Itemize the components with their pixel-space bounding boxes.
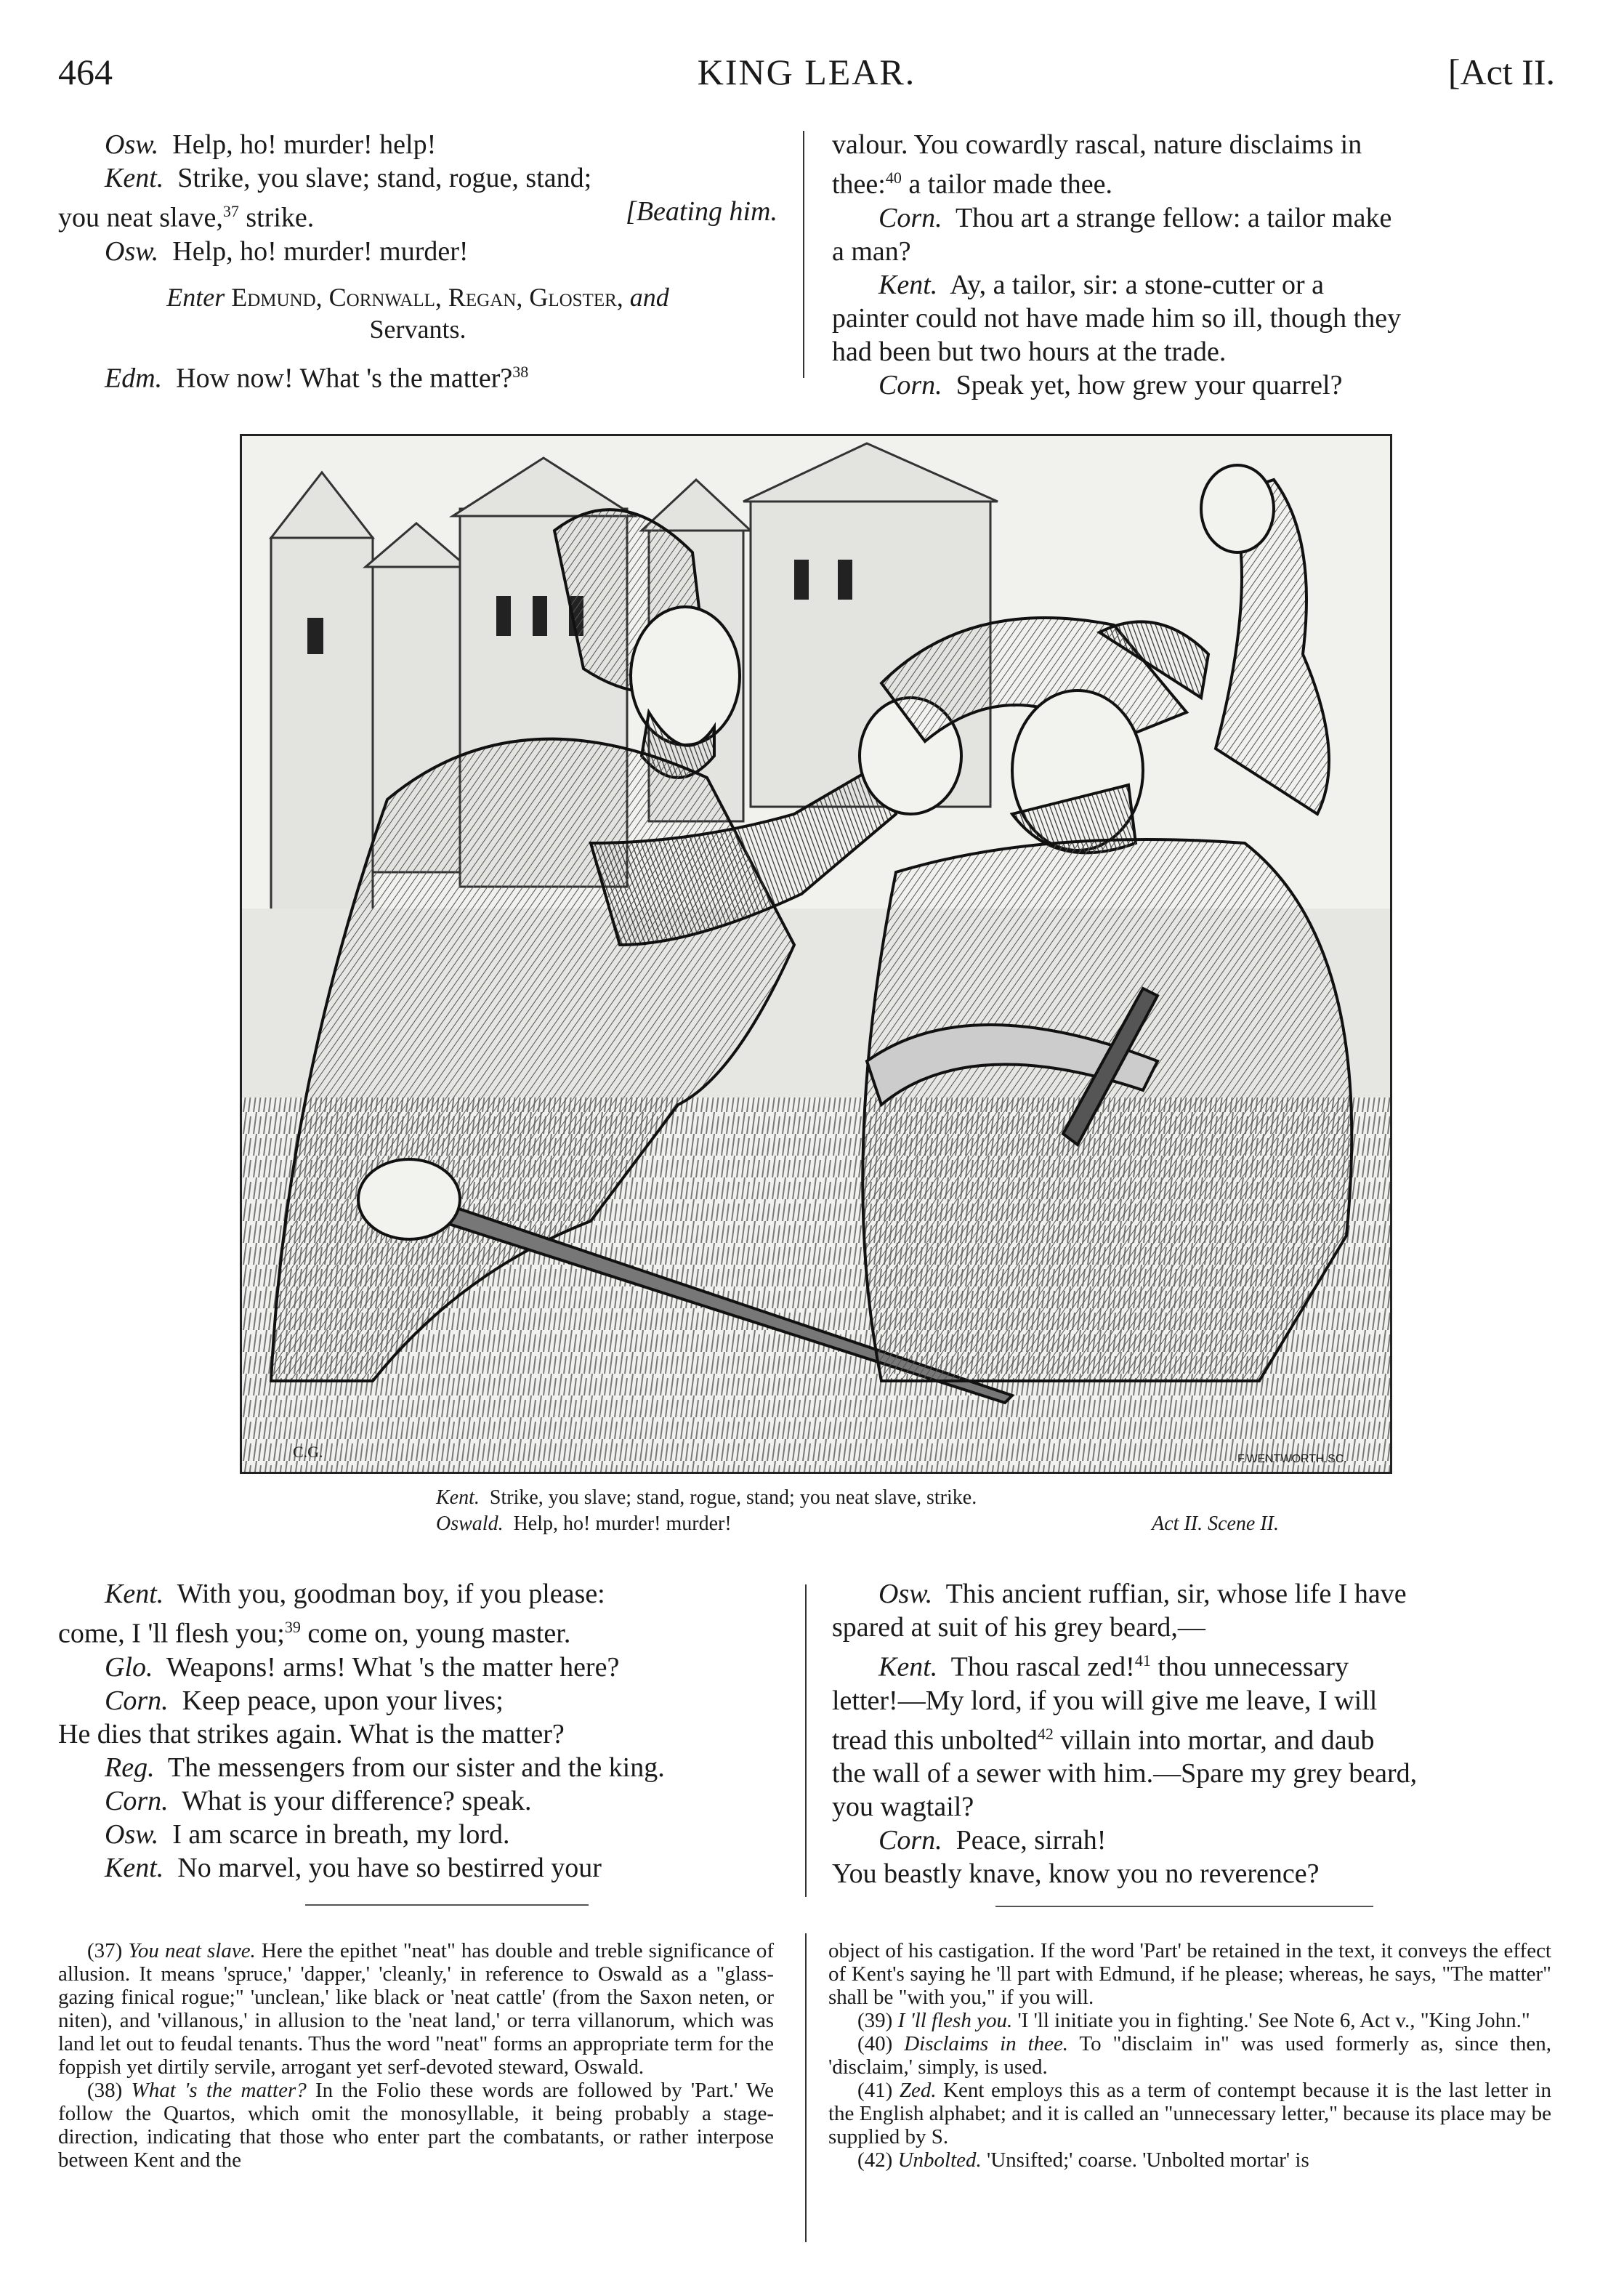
footnote: (37) You neat slave. Here the epithet "neat" has double and treble significance of allusion. It means 'spruce,' 'dapper,' 'cleanly,' in reference to Oswald as a "glass-gazing finical rogue;" 'unclean,' like black or 'neat cattle' (from the Saxon neten, or niten), and 'villanous,' in allusion to the 'neat land,' or terra villanorum, which was land let out to feudal tenants. Thus the word "neat" forms an appropriate term for the foppish yet dirtily servile, arrogant yet serf-devoted steward, Oswald.	[58, 1939, 775, 2079]
running-header	[58, 51, 1555, 102]
footnote: (41) Zed. Kent employs this as a term of contempt because it is the last letter in the English alphabet; and it is called an "unnecessary letter," because its place may be supplied by S.	[828, 2079, 1552, 2148]
page-number: 464	[58, 52, 113, 92]
speech-line: spared at suit of his grey beard,—	[832, 1612, 1205, 1643]
engraving-drawing	[242, 436, 1390, 1472]
speech-line: painter could not have made him so ill, though they	[832, 302, 1402, 334]
speech-line: Osw. Help, ho! murder! help!	[105, 129, 437, 160]
speech-line: a man?	[832, 235, 911, 267]
speech-line: tread this unbolted$^{42}$ villain into mortar, and daub	[832, 1724, 1375, 1756]
speech-line: Corn. What is your difference? speak.	[105, 1785, 532, 1816]
footnote: (42) Unbolted. 'Unsifted;' coarse. 'Unbolted mortar' is	[857, 2148, 1309, 2172]
speech-line: Kent. Strike, you slave; stand, rogue, stand;	[105, 163, 592, 193]
footnote: (40) Disclaims in thee. To "disclaim in" was used formerly as, since then, 'disclaim,' simply, is used.	[828, 2032, 1551, 2079]
footnote: (38) What 's the matter? In the Folio these words are followed by 'Part.' We follow the Quartos, which omit the monosyllable, it being probably a stage-direction, indicating that those who enter part the combatants, or rather interpose between Kent and the	[58, 2079, 774, 2172]
notes-separator-left	[305, 1904, 589, 1906]
notes-separator-right	[995, 1906, 1373, 1907]
engraving-illustration	[240, 434, 1392, 1474]
speech-line: Corn. Thou art a strange fellow: a tailor make	[878, 202, 1392, 233]
speech-line: come, I 'll flesh you;$^{39}$ come on, young master.	[58, 1618, 571, 1649]
artist-monogram: C.G.	[293, 1443, 323, 1461]
speech-line: letter!—My lord, if you will give me leave, I will	[832, 1685, 1378, 1716]
bottom-left-column	[58, 1577, 777, 1885]
top-left-column	[58, 128, 777, 395]
speech-line: Edm. How now! What 's the matter?$^{38}$	[105, 362, 529, 394]
top-right-column	[832, 128, 1555, 402]
speech-line: Kent. Ay, a tailor, sir: a stone-cutter or a	[878, 269, 1325, 300]
speech-line: Glo. Weapons! arms! What 's the matter here?	[105, 1651, 620, 1683]
running-title: KING LEAR.	[697, 52, 916, 92]
speech-line: had been but two hours at the trade.	[832, 336, 1227, 367]
footnote-continuation: object of his castigation. If the word 'Part' be retained in the text, it conveys the effect of Kent's saying he 'll part with Edmund, if he please; whereas, he says, "The matter" shall be "with you," if you will.	[828, 1939, 1551, 2009]
speech-line: Osw. Help, ho! murder! murder!	[105, 235, 469, 267]
speech-line: you neat slave,$^{37}$ strike. [Beating him.	[58, 196, 777, 233]
speech-line: Kent. No marvel, you have so bestirred your	[105, 1852, 602, 1883]
notes-column-divider	[805, 1933, 807, 2242]
speech-line: Corn. Peace, sirrah!	[878, 1825, 1107, 1856]
speech-line: the wall of a sewer with him.—Spare my grey beard,	[832, 1758, 1418, 1789]
footnotes-left	[58, 1939, 774, 2172]
act-marker: [Act II.	[1447, 52, 1555, 92]
stage-direction-entry: Enter Edmund, Cornwall, Regan, Gloster, and Servants.	[166, 282, 669, 344]
column-divider	[805, 1584, 807, 1897]
speech-line: Corn. Keep peace, upon your lives;	[105, 1685, 504, 1716]
speech-line: thee:$^{40}$ a tailor made thee.	[832, 169, 1112, 200]
speech-line: valour. You cowardly rascal, nature disclaims in	[832, 129, 1362, 160]
bottom-right-column	[832, 1577, 1555, 1890]
illustration-caption	[436, 1485, 1279, 1537]
engraver-signature: F.WENTWORTH.SC.	[1237, 1453, 1347, 1465]
speech-line: Corn. Speak yet, how grew your quarrel?	[878, 369, 1343, 400]
footnotes-right	[828, 1939, 1551, 2172]
speech-line: Kent. Thou rascal zed!$^{41}$ thou unnecessary	[878, 1651, 1349, 1683]
caption-line-1: Kent. Strike, you slave; stand, rogue, stand; you neat slave, strike.	[436, 1486, 977, 1509]
caption-line-2: Oswald. Help, ho! murder! murder! Act II. Scene II.	[436, 1511, 1279, 1537]
column-divider	[803, 131, 804, 378]
speech-line: Reg. The messengers from our sister and the king.	[105, 1752, 665, 1783]
caption-scene-ref: Act II. Scene II.	[1152, 1512, 1279, 1535]
footnote: (39) I 'll flesh you. 'I 'll initiate you in fighting.' See Note 6, Act v., "King John."	[857, 2009, 1530, 2032]
speech-line: He dies that strikes again. What is the matter?	[58, 1718, 565, 1749]
stage-direction: [Beating him.	[626, 196, 777, 227]
speech-line: You beastly knave, know you no reverence?	[832, 1858, 1320, 1890]
speech-line: Osw. This ancient ruffian, sir, whose life I have	[878, 1579, 1407, 1609]
speech-line: Kent. With you, goodman boy, if you please:	[105, 1579, 605, 1609]
speech-line: Osw. I am scarce in breath, my lord.	[105, 1818, 510, 1850]
speech-line: you wagtail?	[832, 1792, 974, 1823]
